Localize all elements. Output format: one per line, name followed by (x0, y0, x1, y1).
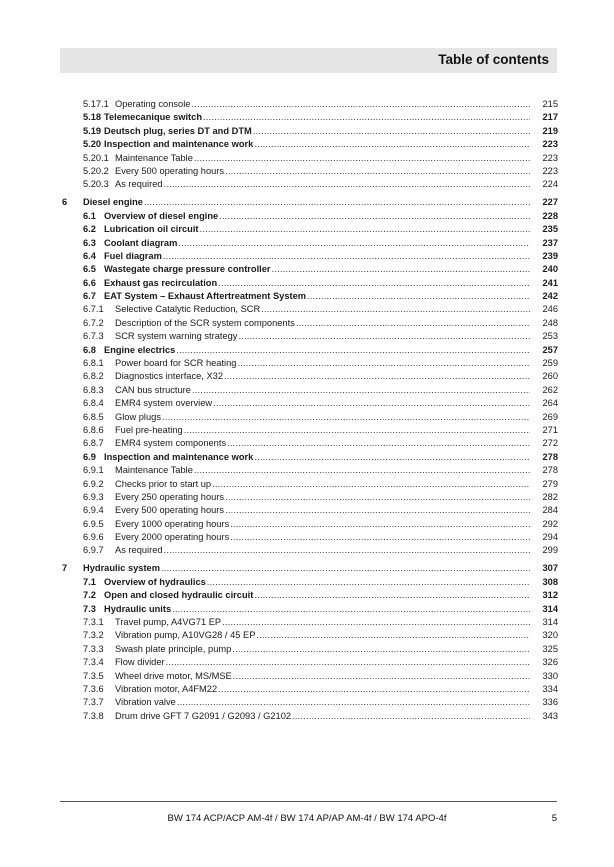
dot-leader (254, 589, 530, 602)
dot-leader (207, 576, 530, 589)
toc-entry-title: Every 250 operating hours (115, 491, 225, 502)
dot-leader (238, 330, 530, 343)
toc-entry[interactable] (62, 223, 558, 236)
toc-entry[interactable] (62, 125, 558, 138)
toc-entry-title: Wheel drive motor, MS/MSE (115, 670, 232, 681)
toc-entry-title: Every 2000 operating hours (115, 532, 230, 543)
toc-entry-title: SCR system warning strategy (115, 331, 238, 342)
toc-entry[interactable] (62, 357, 558, 370)
toc-entry[interactable] (62, 111, 558, 124)
toc-entry-page: 242 (542, 291, 558, 302)
toc-entry[interactable] (62, 504, 558, 517)
toc-entry[interactable] (62, 531, 558, 544)
toc-entry-page: 312 (542, 590, 558, 601)
toc-entry-number: 5.20.1 (83, 152, 109, 163)
toc-entry-page: 223 (542, 165, 558, 176)
toc-entry-title: Every 500 operating hours (115, 165, 225, 176)
toc-entry-number: 6.9.5 (83, 518, 104, 529)
toc-entry-number: 7 (62, 563, 68, 574)
toc-entry[interactable] (62, 317, 558, 330)
toc-entry-number: 6.3 (83, 237, 96, 248)
toc-entry-page: 325 (542, 643, 558, 654)
toc-entry-title: Operating console (115, 99, 191, 109)
toc-entry[interactable] (62, 196, 558, 209)
footer-document-title: BW 174 ACP/ACP AM-4f / BW 174 AP/AP AM-4f / BW 174 APO-4f (167, 813, 447, 824)
toc-entry-title: Vibration motor, A4FM22 (115, 683, 218, 694)
toc-entry[interactable] (62, 138, 558, 151)
toc-entry-number: 5.20 (83, 139, 102, 150)
toc-entry[interactable] (62, 424, 558, 437)
toc-entry[interactable] (62, 589, 558, 602)
toc-entry-title: Hydraulic units (104, 603, 172, 614)
toc-entry-number: 6.9.1 (83, 465, 104, 476)
toc-entry-number: 6.8 (83, 344, 96, 355)
toc-entry-title: Overview of diesel engine (104, 210, 219, 221)
dot-leader (144, 196, 530, 209)
toc-entry-title: Maintenance Table (115, 465, 193, 476)
toc-entry-title: Every 500 operating hours (115, 505, 225, 516)
toc-entry-page: 314 (542, 617, 558, 628)
toc-entry-title: Selective Catalytic Reduction, SCR (115, 304, 261, 315)
toc-entry-page: 215 (542, 99, 558, 109)
toc-entry-number: 6.7.3 (83, 331, 104, 342)
dot-leader (261, 303, 530, 316)
toc-entry-title: Vibration valve (115, 697, 176, 708)
dot-leader (237, 357, 530, 370)
toc-entry-number: 7.1 (83, 576, 96, 587)
toc-entry-title: Open and closed hydraulic circuit (104, 590, 254, 601)
toc-entry-page: 269 (542, 411, 558, 422)
dot-leader (212, 478, 530, 491)
toc-entry-page: 282 (542, 491, 558, 502)
toc-entry-page: 308 (542, 576, 558, 587)
toc-entry-page: 292 (542, 518, 558, 529)
toc-entry-number: 6.7.1 (83, 304, 104, 315)
dot-leader (184, 424, 530, 437)
dot-leader (254, 138, 530, 151)
toc-entry-title: As required (115, 179, 163, 190)
toc-entry-title: Maintenance Table (115, 152, 193, 163)
toc-entry[interactable] (62, 696, 558, 709)
toc-entry[interactable] (62, 656, 558, 669)
toc-entry[interactable] (62, 397, 558, 410)
toc-entry[interactable] (62, 683, 558, 696)
toc-entry-page: 237 (542, 237, 558, 248)
dot-leader (213, 397, 530, 410)
toc-entry-page: 253 (542, 331, 558, 342)
toc-entry-page: 299 (542, 545, 558, 556)
dot-leader (227, 437, 530, 450)
toc-entry-page: 223 (542, 139, 558, 150)
dot-leader (232, 643, 530, 656)
toc-entry-title: Every 1000 operating hours (115, 518, 230, 529)
dot-leader (307, 290, 530, 303)
toc-entry-number: 6.8.6 (83, 424, 104, 435)
toc-entry-number: 7.2 (83, 590, 96, 601)
toc-entry[interactable] (62, 670, 558, 683)
dot-leader (166, 656, 530, 669)
dot-leader (225, 504, 530, 517)
toc-entry-number: 6.8.7 (83, 438, 104, 449)
toc-entry[interactable] (62, 629, 558, 642)
toc-entry[interactable] (62, 290, 558, 303)
toc-entry-title: Drum drive GFT 7 G2091 / G2093 / G2102 (115, 710, 292, 721)
toc-entry[interactable] (62, 384, 558, 397)
dot-leader (225, 165, 530, 178)
toc-entry-title: Swash plate principle, pump (115, 643, 232, 654)
toc-entry-number: 5.19 (83, 125, 102, 136)
dot-leader (219, 210, 530, 223)
dot-leader (176, 344, 530, 357)
toc-entry-number: 5.20.2 (83, 165, 109, 176)
toc-entry-number: 5.20.3 (83, 179, 109, 190)
toc-entry-number: 7.3.4 (83, 657, 104, 668)
toc-entry-number: 7.3.2 (83, 630, 104, 641)
toc-entry-number: 6 (62, 197, 68, 208)
toc-entry-page: 219 (542, 125, 558, 136)
toc-entry-title: EMR4 system components (115, 438, 227, 449)
toc-entry[interactable] (62, 464, 558, 477)
dot-leader (296, 317, 530, 330)
toc-entry[interactable] (62, 576, 558, 589)
toc-entry[interactable] (62, 344, 558, 357)
toc-entry-page: 343 (542, 710, 558, 721)
toc-entry-title: Travel pump, A4VG71 EP (115, 617, 222, 628)
toc-entry-page: 248 (542, 317, 558, 328)
toc-entry-number: 7.3.6 (83, 683, 104, 694)
toc-entry-page: 307 (542, 563, 558, 574)
toc-entry-number: 6.8.3 (83, 384, 104, 395)
dot-leader (224, 370, 530, 383)
toc-entry[interactable] (62, 411, 558, 424)
toc-entry[interactable] (62, 518, 558, 531)
toc-entry-title: Telemecanique switch (104, 112, 202, 123)
toc-entry-page: 336 (542, 697, 558, 708)
toc-entry-number: 6.9.2 (83, 478, 104, 489)
dot-leader (178, 237, 530, 250)
toc-entry-page: 279 (542, 478, 558, 489)
dot-leader (203, 111, 530, 124)
toc-entry-page: 235 (542, 224, 558, 235)
dot-leader (164, 178, 530, 191)
toc-entry-number: 6.9.7 (83, 545, 104, 556)
toc-entry-page: 228 (542, 210, 558, 221)
toc-entry-title: Inspection and maintenance work (104, 139, 254, 150)
dot-leader (233, 670, 530, 683)
dot-leader (256, 629, 530, 642)
dot-leader (254, 451, 530, 464)
dot-leader (161, 562, 530, 575)
dot-leader (200, 223, 530, 236)
toc-entry[interactable] (62, 165, 558, 178)
toc-entry-title: Checks prior to start up (115, 478, 212, 489)
toc-entry-title: Deutsch plug, series DT and DTM (104, 125, 252, 136)
toc-entry-page: 217 (542, 112, 558, 123)
toc-entry-page: 223 (542, 152, 558, 163)
toc-entry-page: 259 (542, 358, 558, 369)
toc-entry-number: 6.6 (83, 277, 96, 288)
toc-entry-page: 278 (542, 451, 558, 462)
footer-divider (60, 801, 557, 802)
toc-entry-title: Description of the SCR system components (115, 317, 295, 328)
toc-entry-title: Diagnostics interface, X32 (115, 371, 224, 382)
toc-entry-number: 5.18 (83, 112, 102, 123)
toc-entry-number: 7.3.8 (83, 710, 104, 721)
toc-entry-number: 5.17.1 (83, 99, 109, 109)
toc-entry-title: Exhaust gas recirculation (104, 277, 218, 288)
toc-entry-number: 7.3 (83, 603, 96, 614)
toc-entry-number: 6.9.3 (83, 491, 104, 502)
dot-leader (163, 250, 530, 263)
toc-entry-page: 239 (542, 250, 558, 261)
toc-entry[interactable] (62, 451, 558, 464)
dot-leader (162, 411, 530, 424)
toc-entry-title: Vibration pump, A10VG28 / 45 EP (115, 630, 256, 641)
toc-entry-title: CAN bus structure (115, 384, 191, 395)
dot-leader (191, 98, 530, 111)
toc-entry-number: 6.5 (83, 264, 96, 275)
toc-entry-page: 326 (542, 657, 558, 668)
toc-entry-title: Hydraulic system (83, 563, 160, 574)
toc-entry-title: Power board for SCR heating (115, 358, 237, 369)
toc-entry[interactable] (62, 437, 558, 450)
toc-entry-page: 264 (542, 398, 558, 409)
toc-entry-page: 224 (542, 179, 558, 190)
toc-entry[interactable] (62, 710, 558, 723)
dot-leader (172, 603, 530, 616)
toc-entry[interactable] (62, 643, 558, 656)
toc-entry-title: As required (115, 545, 163, 556)
toc-entry-number: 6.8.4 (83, 398, 104, 409)
toc-entry-number: 6.4 (83, 250, 96, 261)
toc-entry-number: 6.8.2 (83, 371, 104, 382)
toc-entry[interactable] (62, 562, 558, 575)
toc-entry-page: 260 (542, 371, 558, 382)
toc-entry-number: 6.2 (83, 224, 96, 235)
toc-entry[interactable] (62, 544, 558, 557)
dot-leader (230, 518, 530, 531)
toc-entry[interactable] (62, 603, 558, 616)
toc-entry-title: Glow plugs (115, 411, 161, 422)
toc-entry-title: Engine electrics (104, 344, 176, 355)
toc-entry[interactable] (62, 303, 558, 316)
toc-entry-number: 7.3.3 (83, 643, 104, 654)
toc-entry[interactable] (62, 152, 558, 165)
toc-entry[interactable] (62, 237, 558, 250)
dot-leader (272, 263, 530, 276)
dot-leader (292, 710, 530, 723)
toc-entry-page: 257 (542, 344, 558, 355)
dot-leader (177, 696, 530, 709)
dot-leader (194, 152, 530, 165)
toc-entry[interactable] (62, 330, 558, 343)
dot-leader (218, 277, 530, 290)
toc-entry-page: 294 (542, 532, 558, 543)
toc-entry[interactable] (62, 370, 558, 383)
toc-entry[interactable] (62, 491, 558, 504)
toc-entry-number: 6.9.4 (83, 505, 104, 516)
toc-entry[interactable] (62, 616, 558, 629)
toc-entry-title: EMR4 system overview (115, 398, 213, 409)
toc-entry-page: 334 (542, 683, 558, 694)
toc-entry-title: Inspection and maintenance work (104, 451, 254, 462)
dot-leader (164, 544, 530, 557)
toc-entry-page: 240 (542, 264, 558, 275)
toc-entry-page: 271 (542, 424, 558, 435)
toc-entry-page: 314 (542, 603, 558, 614)
toc-entry-number: 6.7.2 (83, 317, 104, 328)
toc-entry-number: 7.3.1 (83, 617, 104, 628)
toc-entry-page: 227 (542, 197, 558, 208)
toc-entry-page: 330 (542, 670, 558, 681)
toc-entry[interactable] (62, 178, 558, 191)
toc-entry-page: 284 (542, 505, 558, 516)
toc-entry-number: 6.7 (83, 291, 96, 302)
toc-entry[interactable] (62, 277, 558, 290)
dot-leader (253, 125, 530, 138)
page-title: Table of contents (438, 52, 549, 67)
toc-entry-title: Flow divider (115, 657, 165, 668)
toc-entry-number: 6.9.6 (83, 532, 104, 543)
toc-entry[interactable] (62, 98, 558, 111)
toc-entry-title: EAT System – Exhaust Aftertreatment System (104, 291, 307, 302)
table-of-contents (62, 98, 558, 723)
toc-entry[interactable] (62, 263, 558, 276)
toc-entry[interactable] (62, 478, 558, 491)
toc-entry-number: 7.3.5 (83, 670, 104, 681)
toc-entry-title: Fuel pre-heating (115, 424, 183, 435)
toc-entry-number: 6.1 (83, 210, 96, 221)
toc-entry-title: Diesel engine (83, 197, 143, 208)
footer-page-number: 5 (551, 813, 557, 824)
toc-entry-page: 262 (542, 384, 558, 395)
toc-entry-number: 6.9 (83, 451, 96, 462)
toc-entry-page: 272 (542, 438, 558, 449)
toc-entry-page: 278 (542, 465, 558, 476)
dot-leader (194, 464, 530, 477)
dot-leader (192, 384, 530, 397)
toc-entry-page: 246 (542, 304, 558, 315)
toc-entry-number: 7.3.7 (83, 697, 104, 708)
dot-leader (222, 616, 530, 629)
header-bar (60, 48, 557, 73)
dot-leader (218, 683, 530, 696)
toc-entry-title: Overview of hydraulics (104, 576, 206, 587)
dot-leader (230, 531, 530, 544)
toc-entry-title: Coolant diagram (104, 237, 178, 248)
dot-leader (225, 491, 530, 504)
toc-entry-title: Wastegate charge pressure controller (104, 264, 271, 275)
toc-entry-title: Fuel diagram (104, 250, 162, 261)
toc-entry-page: 320 (542, 630, 558, 641)
toc-entry-title: Lubrication oil circuit (104, 224, 199, 235)
toc-entry-number: 6.8.1 (83, 358, 104, 369)
toc-entry-page: 241 (542, 277, 558, 288)
toc-entry-number: 6.8.5 (83, 411, 104, 422)
toc-entry[interactable] (62, 250, 558, 263)
toc-entry[interactable] (62, 210, 558, 223)
